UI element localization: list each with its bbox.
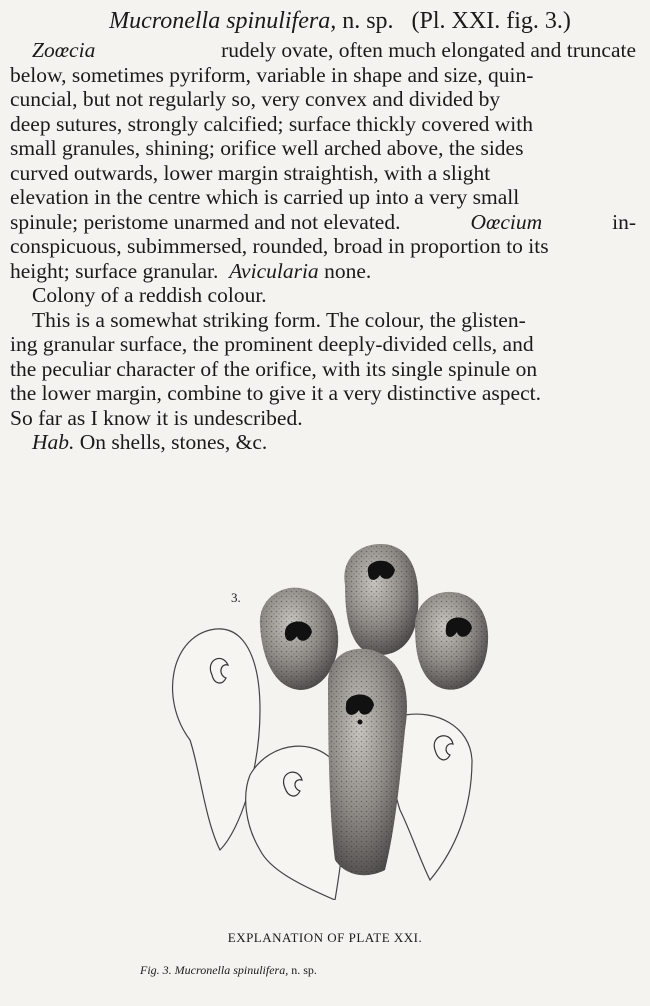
text-span: So far as I know it is undescribed. xyxy=(10,405,303,430)
habitat-label: Hab. xyxy=(32,430,75,454)
text-span: spinule; peristome unarmed and not elevated. xyxy=(10,209,401,234)
text-line xyxy=(10,185,636,210)
text-span: below, sometimes pyriform, variable in shape and size, quin- xyxy=(10,62,534,87)
bryozoan-illustration xyxy=(150,530,540,900)
caption-fig-label: Fig. 3. xyxy=(140,963,172,977)
text-span: none. xyxy=(324,258,372,283)
outline-zooecium-bottom-right xyxy=(392,714,472,880)
term-avicularia: Avicularia xyxy=(229,258,319,283)
caption-species: Mucronella spinulifera, xyxy=(174,963,289,977)
text-span: ing granular surface, the prominent deeply-divided cells, and xyxy=(10,332,534,356)
text-span: small granules, shining; orifice well arched above, the sides xyxy=(10,136,524,160)
colony-line xyxy=(10,283,636,308)
text-line xyxy=(10,63,636,88)
text-line xyxy=(10,308,636,333)
text-span: elevation in the centre which is carried up into a very small xyxy=(10,185,520,209)
text-line xyxy=(10,38,636,63)
text-span: This is a somewhat striking form. The colour, the glisten- xyxy=(32,307,526,332)
species-status: n. sp. xyxy=(342,8,394,34)
text-span: the peculiar character of the orifice, with its single spinule on xyxy=(10,356,538,381)
habitat-line xyxy=(10,430,636,455)
text-line xyxy=(10,357,636,382)
species-name: Mucronella spinulifera, xyxy=(109,8,337,34)
term-zooecia: Zoœcia xyxy=(32,38,96,62)
text-span: rudely ovate, often much elongated and truncate xyxy=(221,38,636,62)
text-line xyxy=(10,259,636,284)
text-span: in- xyxy=(612,209,636,234)
text-line xyxy=(10,136,636,161)
text-line xyxy=(10,234,636,259)
text-span: cuncial, but not regularly so, very convex and divided by xyxy=(10,87,501,111)
habitat-text: On shells, stones, &c. xyxy=(79,430,268,454)
text-line xyxy=(10,332,636,357)
text-line xyxy=(10,161,636,186)
text-span: the lower margin, combine to give it a very distinctive aspect. xyxy=(10,381,541,405)
description-text xyxy=(10,38,636,455)
text-line xyxy=(10,112,636,137)
text-line xyxy=(10,406,636,431)
orifice-icon xyxy=(346,694,374,714)
spinule-icon xyxy=(358,720,363,725)
plate-reference: (Pl. XXI. fig. 3.) xyxy=(411,8,571,34)
figure-caption xyxy=(140,963,317,978)
plate-explanation-heading: EXPLANATION OF PLATE XXI. xyxy=(227,930,423,945)
text-span: height; surface granular. xyxy=(10,258,219,283)
text-span: conspicuous, subimmersed, rounded, broad in proportion to its xyxy=(10,234,549,258)
species-heading xyxy=(60,6,620,36)
caption-status: n. sp. xyxy=(291,963,317,977)
term-ooecium: Oœcium xyxy=(470,209,543,234)
text-span: deep sutures, strongly calcified; surface thickly covered with xyxy=(10,111,533,136)
text-span: curved outwards, lower margin straightish, with a slight xyxy=(10,160,491,185)
text-line xyxy=(10,381,636,406)
text-line xyxy=(10,87,636,112)
text-span: Colony of a reddish colour. xyxy=(32,283,267,307)
text-line xyxy=(10,210,636,235)
figure-number: 3. xyxy=(231,590,241,605)
